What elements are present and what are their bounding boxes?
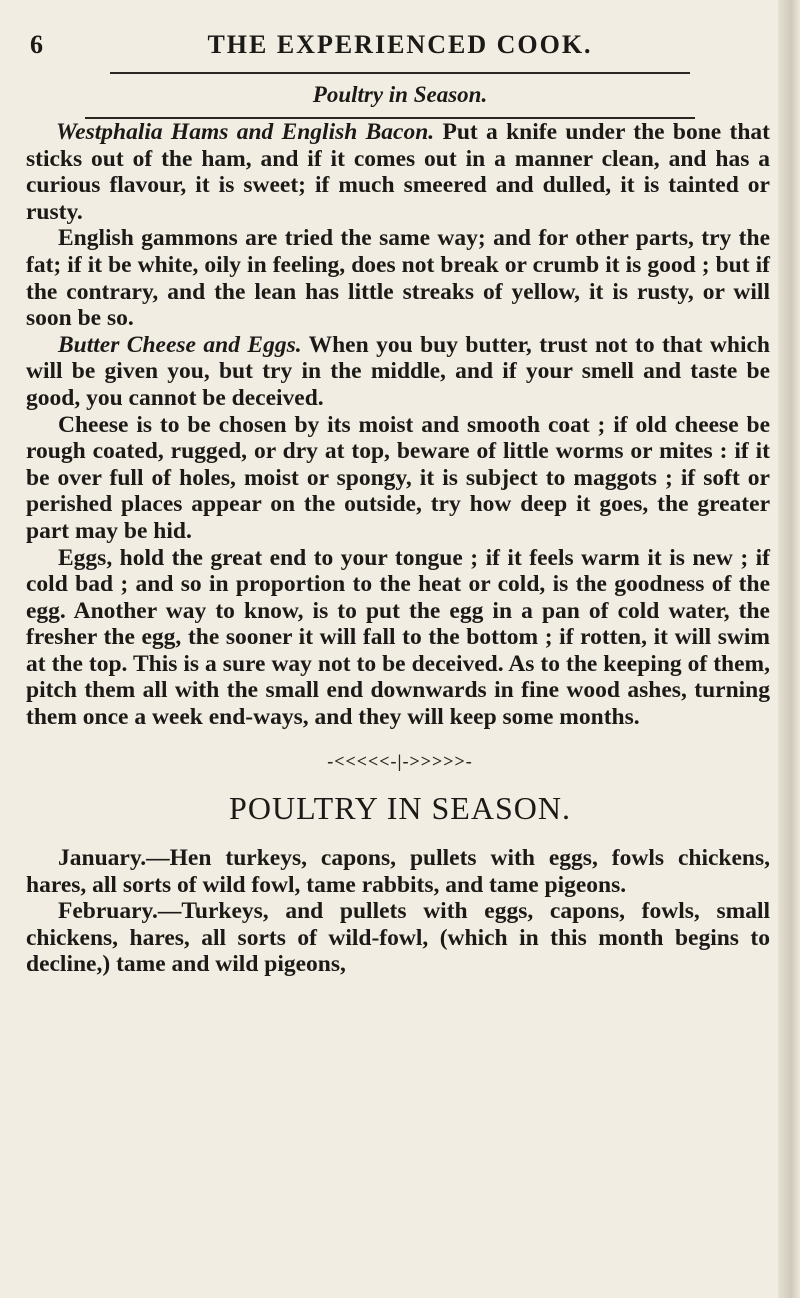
paragraph-text: Eggs, hold the great end to your tongue ; if it feels warm it is new ; if cold bad ; and so in proportion to the heat or cold, is the goodness of the egg. Another way to know, is to put the egg in a pan of cold water, the fresher the egg, the sooner it will fall to the bottom ; if rotten, it will swim at the top. This is a sure way not to be deceived. As to the keeping of them, pitch them all with the small end downwards in fine wood ashes, turning them once a week end-ways, and they will keep some months. [26,544,770,731]
paragraph-cheese [26,412,770,545]
paragraph-eggs [26,545,770,731]
month-entry-february: February.—Turkeys, and pullets with eggs, capons, fowls, small chickens, hares, all sorts of wild-fowl, (which in this month begins to decline,) tame and wild pigeons, [26,898,770,978]
paragraph-text: English gammons are tried the same way; and for other parts, try the fat; if it be white, oily in feeling, does not break or crumb it is good ; but if the contrary, and the lean has little streaks of yellow, it is rusty, or will soon be so. [26,225,770,332]
page-number: 6 [30,30,44,59]
section-text [26,845,770,978]
paragraph-text: Put a knife under the bone that sticks out of the ham, and if it comes out in a manner clean, and has a curious flavour, it is sweet; if much smeered and dulled, it is tainted or rusty. [26,119,770,225]
page-subheading: Poultry in Season. [312,82,488,107]
paragraph-lead: Westphalia Hams and English Bacon. [56,119,435,145]
running-head: THE EXPERIENCED COOK. [207,30,593,59]
section-ornament: -<<<<<-|->>>>>- [327,751,473,771]
month-entry-january: January.—Hen turkeys, capons, pullets with eggs, fowls chickens, hares, all sorts of wild fowl, tame rabbits, and tame pigeons. [26,845,770,898]
paragraph-text: When you buy butter, trust not to that which will be given you, but try in the middle, and if your smell and taste be good, you cannot be deceived. [26,331,770,411]
paragraph-gammons [26,225,770,331]
paragraph-butter [26,332,770,412]
section-title: POULTRY IN SEASON. [229,790,571,826]
body-text [26,119,770,731]
page-header [30,30,770,64]
page-edge-shadow [778,0,800,1298]
paragraph-hams [26,119,770,225]
paragraph-lead: Butter Cheese and Eggs. [58,331,302,358]
paragraph-text: Cheese is to be chosen by its moist and smooth coat ; if old cheese be rough coated, rugged, or dry at top, beware of little worms or mites : if it be over full of holes, moist or spongy, it is subject to maggots ; if soft or perished places appear on the outside, try how deep it goes, the greater part may be hid. [26,411,770,544]
header-rule [110,72,690,74]
